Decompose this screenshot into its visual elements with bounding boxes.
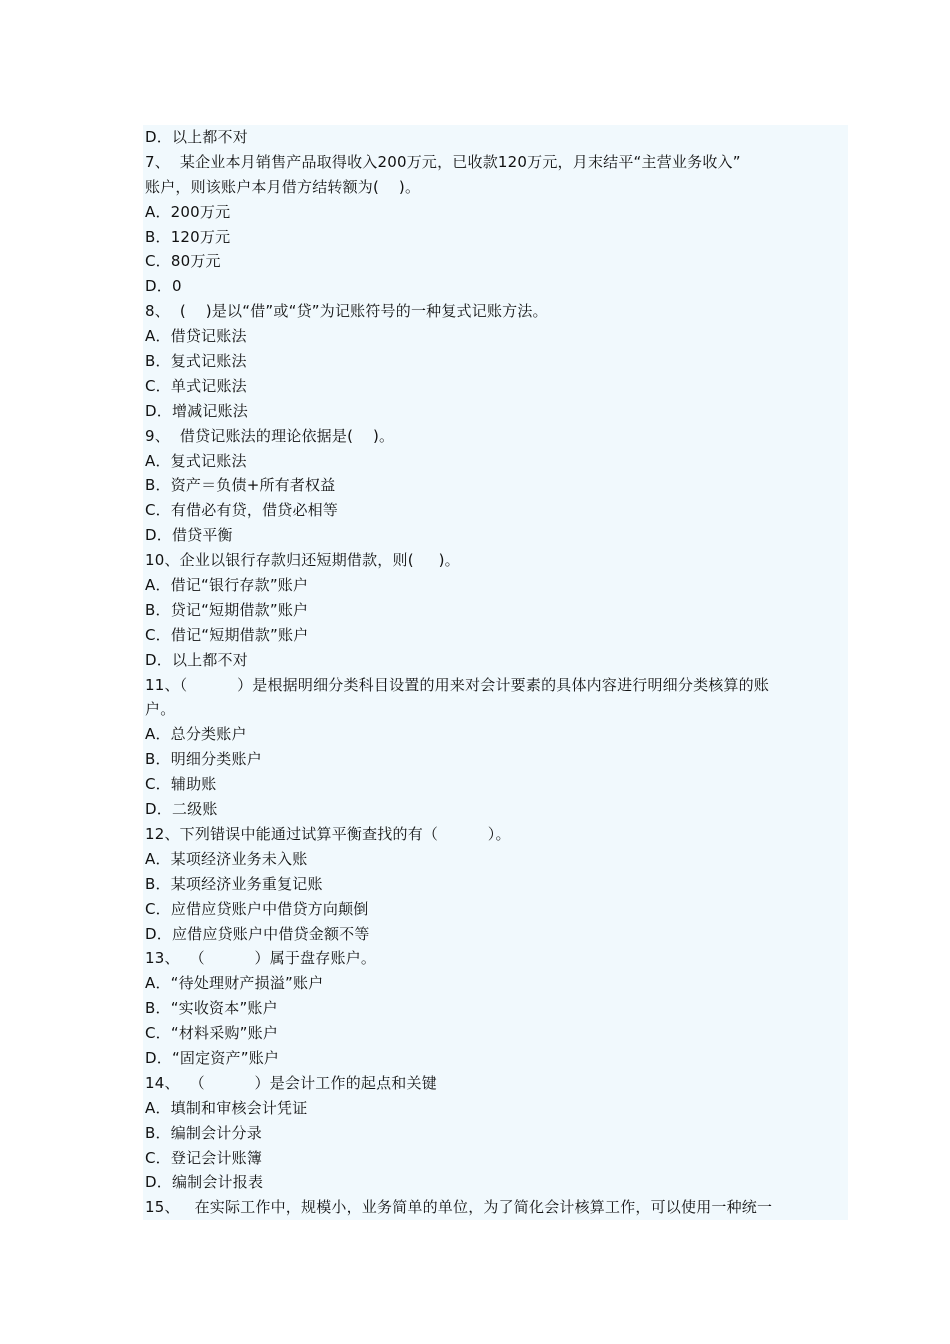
option-a: A．复式记账法 [145, 451, 247, 470]
option-d: D．应借应贷账户中借贷金额不等 [145, 924, 370, 943]
question-7: 7、 某企业本月销售产品取得收入200万元，已收款120万元，月末结平“主营业务收入” [145, 152, 741, 171]
option-c: C．“材料采购”账户 [145, 1024, 279, 1043]
question-9: 9、 借贷记账法的理论依据是( )。 [145, 426, 395, 445]
question-13: 13、 （ ）属于盘存账户。 [145, 949, 377, 968]
question-15: 15、 在实际工作中，规模小，业务简单的单位，为了简化会计核算工作，可以使用一种统一 [145, 1198, 773, 1217]
option-a: A．某项经济业务未入账 [145, 849, 308, 868]
option-a: A．“待处理财产损溢”账户 [145, 974, 324, 993]
question-8: 8、 ( )是以“借”或“贷”为记账符号的一种复式记账方法。 [145, 302, 548, 321]
option-c: C．单式记账法 [145, 376, 247, 395]
option-d: D．以上都不对 [145, 650, 248, 669]
option-c: C．应借应贷账户中借贷方向颠倒 [145, 899, 369, 918]
option-b: B．资产＝负债+所有者权益 [145, 476, 336, 495]
option-b: B．120万元 [145, 227, 231, 246]
option-a: A．200万元 [145, 202, 231, 221]
option-b: B．复式记账法 [145, 352, 247, 371]
option-a: A．借记“银行存款”账户 [145, 576, 309, 595]
option-c: C．有借必有贷，借贷必相等 [145, 501, 339, 520]
option-a: A．总分类账户 [145, 725, 247, 744]
option-b: B．贷记“短期借款”账户 [145, 600, 309, 619]
text-line: 账户，则该账户本月借方结转额为( )。 [145, 177, 421, 196]
question-11: 11、（ ）是根据明细分类科目设置的用来对会计要素的具体内容进行明细分类核算的账 [145, 675, 770, 694]
text-line: D．以上都不对 [145, 128, 248, 146]
option-d: D．0 [145, 277, 182, 296]
text-line: 户。 [145, 700, 176, 719]
option-d: D．增减记账法 [145, 401, 248, 420]
option-b: B．“实收资本”账户 [145, 999, 278, 1018]
question-14: 14、 （ ）是会计工作的起点和关键 [145, 1073, 437, 1092]
option-d: D．“固定资产”账户 [145, 1048, 280, 1067]
option-d: D．借贷平衡 [145, 526, 233, 545]
option-c: C．登记会计账簿 [145, 1148, 263, 1167]
option-c: C．借记“短期借款”账户 [145, 625, 309, 644]
option-d: D．编制会计报表 [145, 1173, 264, 1192]
option-b: B．某项经济业务重复记账 [145, 874, 323, 893]
option-b: B．明细分类账户 [145, 750, 262, 769]
document-page [143, 125, 848, 1220]
option-a: A．填制和审核会计凭证 [145, 1098, 308, 1117]
option-d: D．二级账 [145, 800, 218, 819]
option-a: A．借贷记账法 [145, 327, 247, 346]
question-12: 12、下列错误中能通过试算平衡查找的有（ ）。 [145, 824, 511, 843]
question-10: 10、企业以银行存款归还短期借款，则( )。 [145, 551, 460, 570]
option-c: C．80万元 [145, 252, 221, 271]
option-c: C．辅助账 [145, 775, 217, 794]
option-b: B．编制会计分录 [145, 1123, 262, 1142]
